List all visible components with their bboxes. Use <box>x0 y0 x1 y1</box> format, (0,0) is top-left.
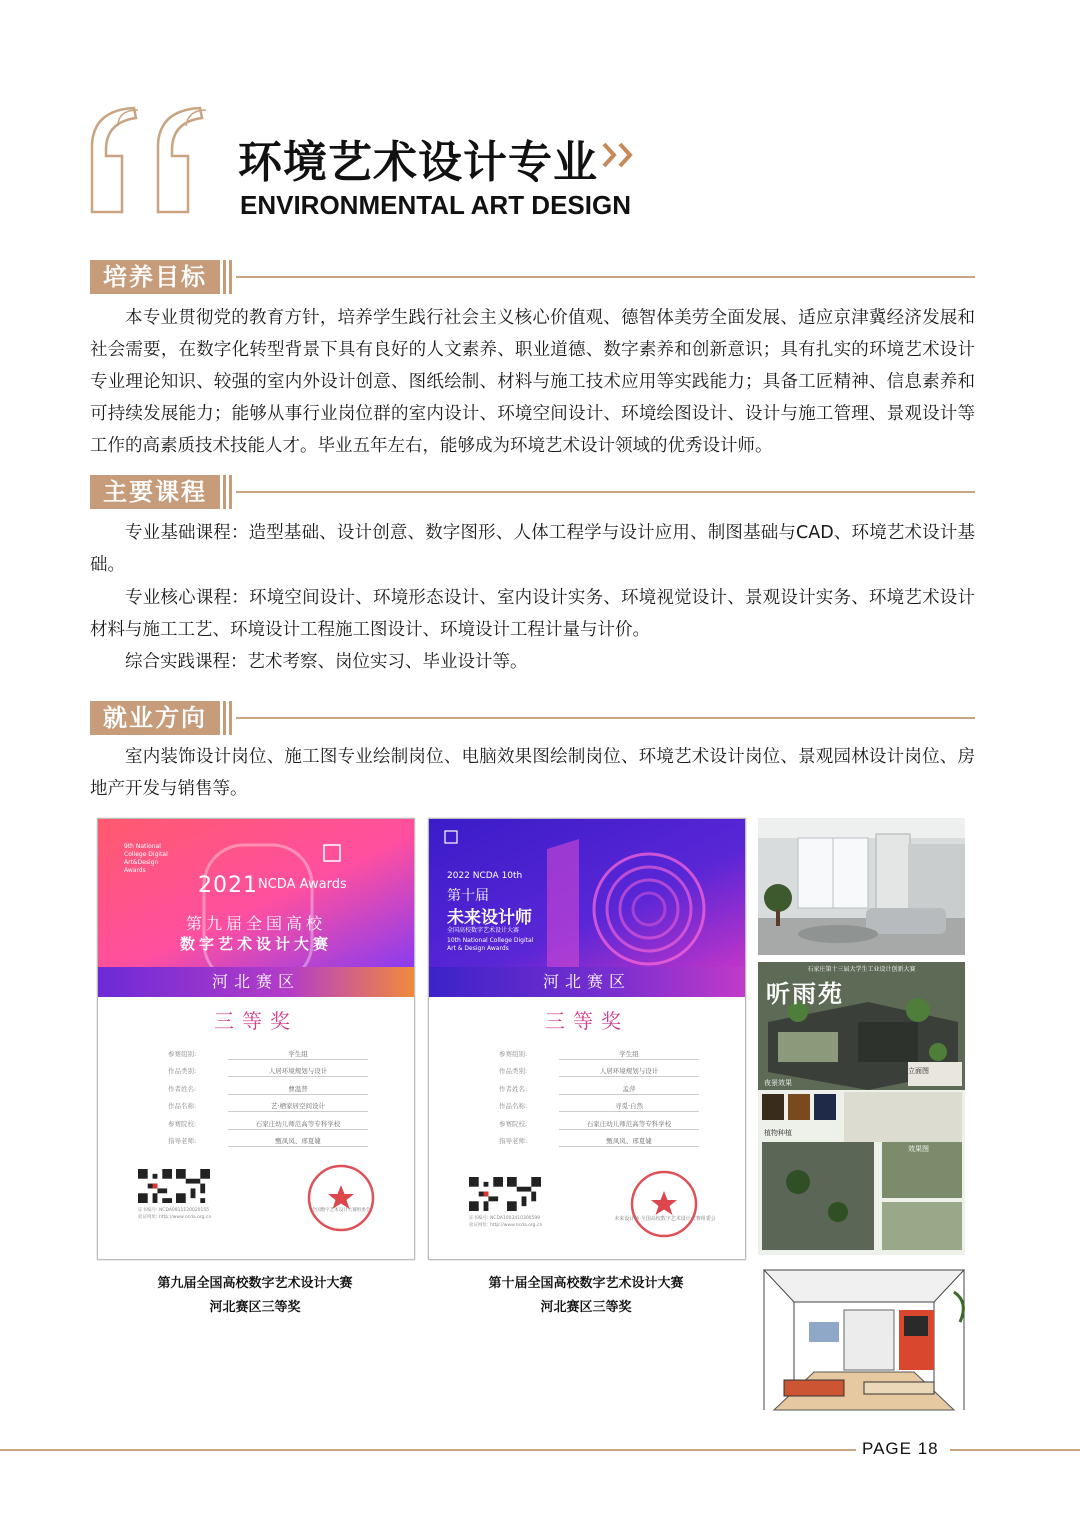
section-title: 主要课程 <box>90 475 220 509</box>
qr-caption: 证书编号: NCDA0911120020155 验证网址: http://www.ncda.org.cn <box>138 1208 212 1220</box>
brand-en-text: 9th National College Digital Art&Design Awards <box>124 843 168 874</box>
certificate-caption: 第九届全国高校数字艺术设计大赛 河北赛区三等奖 <box>157 1276 353 1315</box>
certificate-caption: 第十届全国高校数字艺术设计大赛 河北赛区三等奖 <box>488 1276 684 1315</box>
field-row: 参赛院校: 石家庄幼儿师范高等专科学校 <box>168 1117 368 1134</box>
footer-divider-left <box>0 1449 856 1451</box>
award-level: 三等奖 <box>214 1009 298 1033</box>
qr-caption: 证书编号: NCDA1003410300599 验证网址: http://www.ncda.org.cn <box>469 1216 543 1228</box>
field-row: 作品类别: 人居环境规划与设计 <box>168 1064 368 1081</box>
board-banner: 石家庄第十三届大学生工业设计创新大赛 <box>807 966 916 973</box>
field-row: 作品名称: 寻觅·自然 <box>499 1099 699 1116</box>
certificate-fields <box>168 1047 368 1151</box>
stripes-decoration <box>222 260 236 294</box>
section-header-goal <box>90 260 975 296</box>
board-label: 效果图 <box>908 1145 929 1153</box>
event-subtitle: 全国高校数字艺术设计大赛 <box>447 927 520 934</box>
design-board-image <box>758 962 965 1255</box>
seal-caption: 未来设计师·全国高校数字艺术设计大赛组委会 <box>614 1216 716 1222</box>
board-label: 植物种植 <box>764 1129 792 1137</box>
brand-en-text: 10th National College Digital Art & Design Awards <box>447 937 534 952</box>
field-row: 指导老师: 甄凤凤、邢夏婕 <box>168 1134 368 1151</box>
field-row: 作者姓名: 曹温普 <box>168 1082 368 1099</box>
section-title: 培养目标 <box>90 260 220 294</box>
goal-paragraph: 本专业贯彻党的教育方针，培养学生践行社会主义核心价值观、德智体美劳全面发展、适应京津冀经济发展和社会需要，在数字化转型背景下具有良好的人文素养、职业道德、数字素养和创新意识；具有扎实的环境艺术设计专业理论知识、较强的室内外设计创意、图纸绘制、材料与施工技术应用等实践能力；具备工匠精神、信息素养和可持续发展能力；能够从事行业岗位群的室内设计、环境空间设计、环境绘图设计、设计与施工管理、景观设计等工作的高素质技术技能人才。毕业五年左右，能够成为环境艺术设计领域的优秀设计师。 <box>90 308 975 456</box>
footer-divider-right <box>950 1449 1080 1451</box>
section-header-career <box>90 701 975 737</box>
ncda-text: NCDA Awards <box>258 877 347 892</box>
double-chevron-icon <box>600 140 640 170</box>
certificate-fields <box>499 1047 699 1151</box>
field-row: 参赛组别: 学生组 <box>499 1047 699 1064</box>
page-title: 环境艺术设计专业 <box>238 137 598 188</box>
board-label: 立面图 <box>908 1067 929 1075</box>
page-subtitle: ENVIRONMENTAL ART DESIGN <box>240 190 631 220</box>
interior-render-photo <box>758 818 965 955</box>
courses-practice-paragraph: 综合实践课程：艺术考察、岗位实习、毕业设计等。 <box>125 652 528 672</box>
field-row: 作者姓名: 孟萍 <box>499 1082 699 1099</box>
qr-code-icon <box>469 1177 503 1211</box>
field-row: 作品名称: 艺·栖家居空间设计 <box>168 1099 368 1116</box>
stripes-decoration <box>222 701 236 735</box>
board-title: 听雨苑 <box>766 980 844 1008</box>
stripes-decoration <box>222 475 236 509</box>
edition-title: 第十届 <box>447 888 489 904</box>
section-divider <box>236 491 975 493</box>
section-divider <box>236 717 975 719</box>
page-number: PAGE 18 <box>862 1439 939 1458</box>
field-row: 参赛组别: 学生组 <box>168 1047 368 1064</box>
field-row: 作品类别: 人居环境规划与设计 <box>499 1064 699 1081</box>
official-seal <box>306 1163 376 1233</box>
certificate-ncda-9th <box>97 818 415 1260</box>
field-row: 指导老师: 甄凤凤、邢夏婕 <box>499 1134 699 1151</box>
section-header-courses <box>90 475 975 511</box>
field-row: 参赛院校: 石家庄幼儿师范高等专科学校 <box>499 1117 699 1134</box>
future-designer-title: 未来设计师 <box>447 908 532 928</box>
award-level: 三等奖 <box>545 1009 629 1033</box>
courses-core-paragraph: 专业核心课程：环境空间设计、环境形态设计、室内设计实务、环境视觉设计、景观设计实务、环境艺术设计材料与施工工艺、环境设计工程施工图设计、环境设计工程计量与计价。 <box>90 588 975 640</box>
year-text: 2021 <box>198 873 258 898</box>
official-seal <box>629 1169 699 1239</box>
event-line-2: 数字艺术设计大赛 <box>179 935 332 953</box>
seal-caption: 全国数字艺术设计大赛组委会 <box>311 1208 371 1213</box>
region-band: 河北赛区 <box>429 967 745 997</box>
region-band: 河北赛区 <box>98 967 414 997</box>
edition-text: 2022 NCDA 10th <box>447 871 523 881</box>
event-line-1: 第九届全国高校 <box>185 914 326 933</box>
board-label: 夜景效果 <box>764 1079 792 1087</box>
qr-code-icon <box>507 1177 541 1211</box>
section-divider <box>236 276 975 278</box>
section-title: 就业方向 <box>90 701 220 735</box>
career-paragraph: 室内装饰设计岗位、施工图专业绘制岗位、电脑效果图绘制岗位、环境艺术设计岗位、景观园林设计岗位、房地产开发与销售等。 <box>90 747 975 799</box>
qr-code-icon <box>176 1169 210 1203</box>
quote-mark-icon <box>88 104 220 216</box>
qr-code-icon <box>138 1169 172 1203</box>
certificate-ncda-10th <box>428 818 746 1260</box>
interior-sketch-image <box>754 1262 974 1412</box>
courses-basic-paragraph: 专业基础课程：造型基础、设计创意、数字图形、人体工程学与设计应用、制图基础与CAD、环境艺术设计基础。 <box>90 523 975 575</box>
